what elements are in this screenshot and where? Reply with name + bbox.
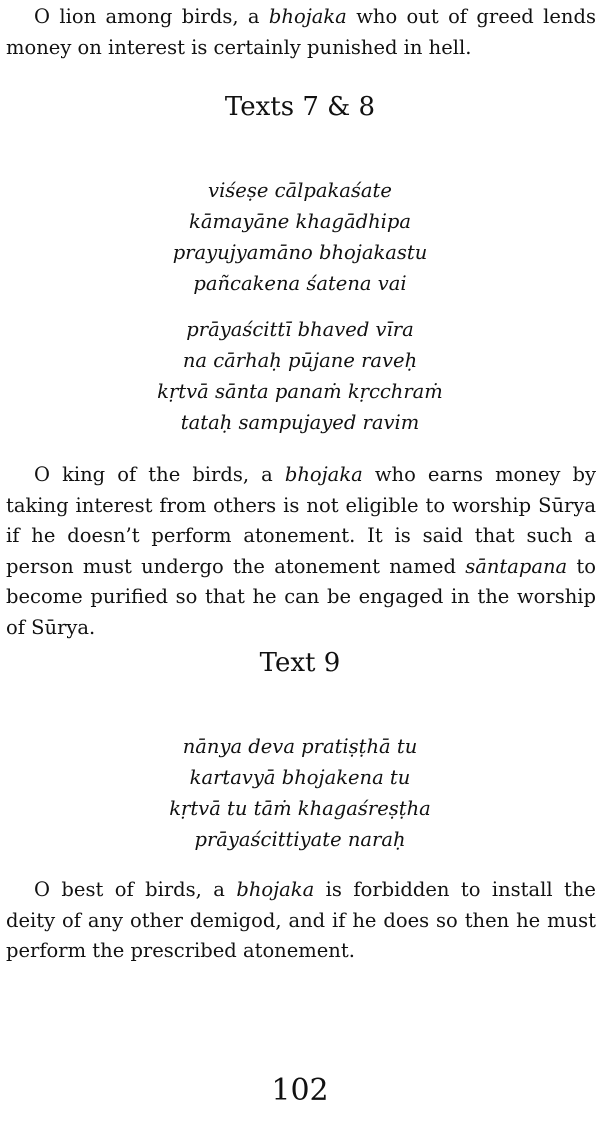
verse-line: prāyaścittī bhaved vīra (186, 318, 414, 341)
translation-paragraph-1: O king of the birds, a bhojaka who earns money by taking interest from others is not eligible to worship Sūrya if he doesn’t perform atonement. It is said that such a person must undergo the atonement named sāntapana to become purified so that he can be engaged in the worship of Sūrya. (6, 463, 597, 639)
verse-block-3 (0, 731, 600, 855)
verse-line: kāmayāne khagādhipa (189, 210, 411, 233)
verse-line: nānya deva pratiṣṭhā tu (182, 735, 418, 758)
sanskrit-term: bhojaka (268, 5, 347, 28)
verse-block-1 (0, 175, 600, 299)
sanskrit-term: bhojaka (284, 463, 363, 486)
verse-line: prāyaścittiyate naraḥ (194, 828, 406, 851)
verse-line: kṛtvā tu tāṁ khagaśreṣṭha (169, 797, 431, 820)
verse-line: kartavyā bhojakena tu (189, 766, 411, 789)
sanskrit-term: sāntapana (465, 554, 568, 578)
section-heading-texts-7-8: Texts 7 & 8 (224, 92, 376, 122)
verse-line: viśeṣe cālpakaśate (208, 179, 392, 202)
section-heading-text-9: Text 9 (259, 648, 341, 678)
intro-paragraph: O lion among birds, a bhojaka who out of greed lends money on interest is certainly punished in hell. (6, 5, 596, 59)
verse-line: prayujyamāno bhojakastu (172, 241, 428, 264)
sanskrit-term: bhojaka (236, 878, 315, 901)
page-number: 102 (271, 1073, 329, 1108)
translation-paragraph-2: O best of birds, a bhojaka is forbidden to install the deity of any other demigod, and if he does so then he must perform the prescribed atonement. (6, 878, 596, 962)
verse-line: na cārhaḥ pūjane raveḥ (182, 349, 418, 372)
verse-line: tataḥ sampujayed ravim (180, 411, 420, 434)
verse-line: kṛtvā sānta panaṁ kṛcchraṁ (157, 380, 443, 403)
verse-line: pañcakena śatena vai (193, 272, 407, 295)
verse-block-2 (0, 314, 600, 438)
